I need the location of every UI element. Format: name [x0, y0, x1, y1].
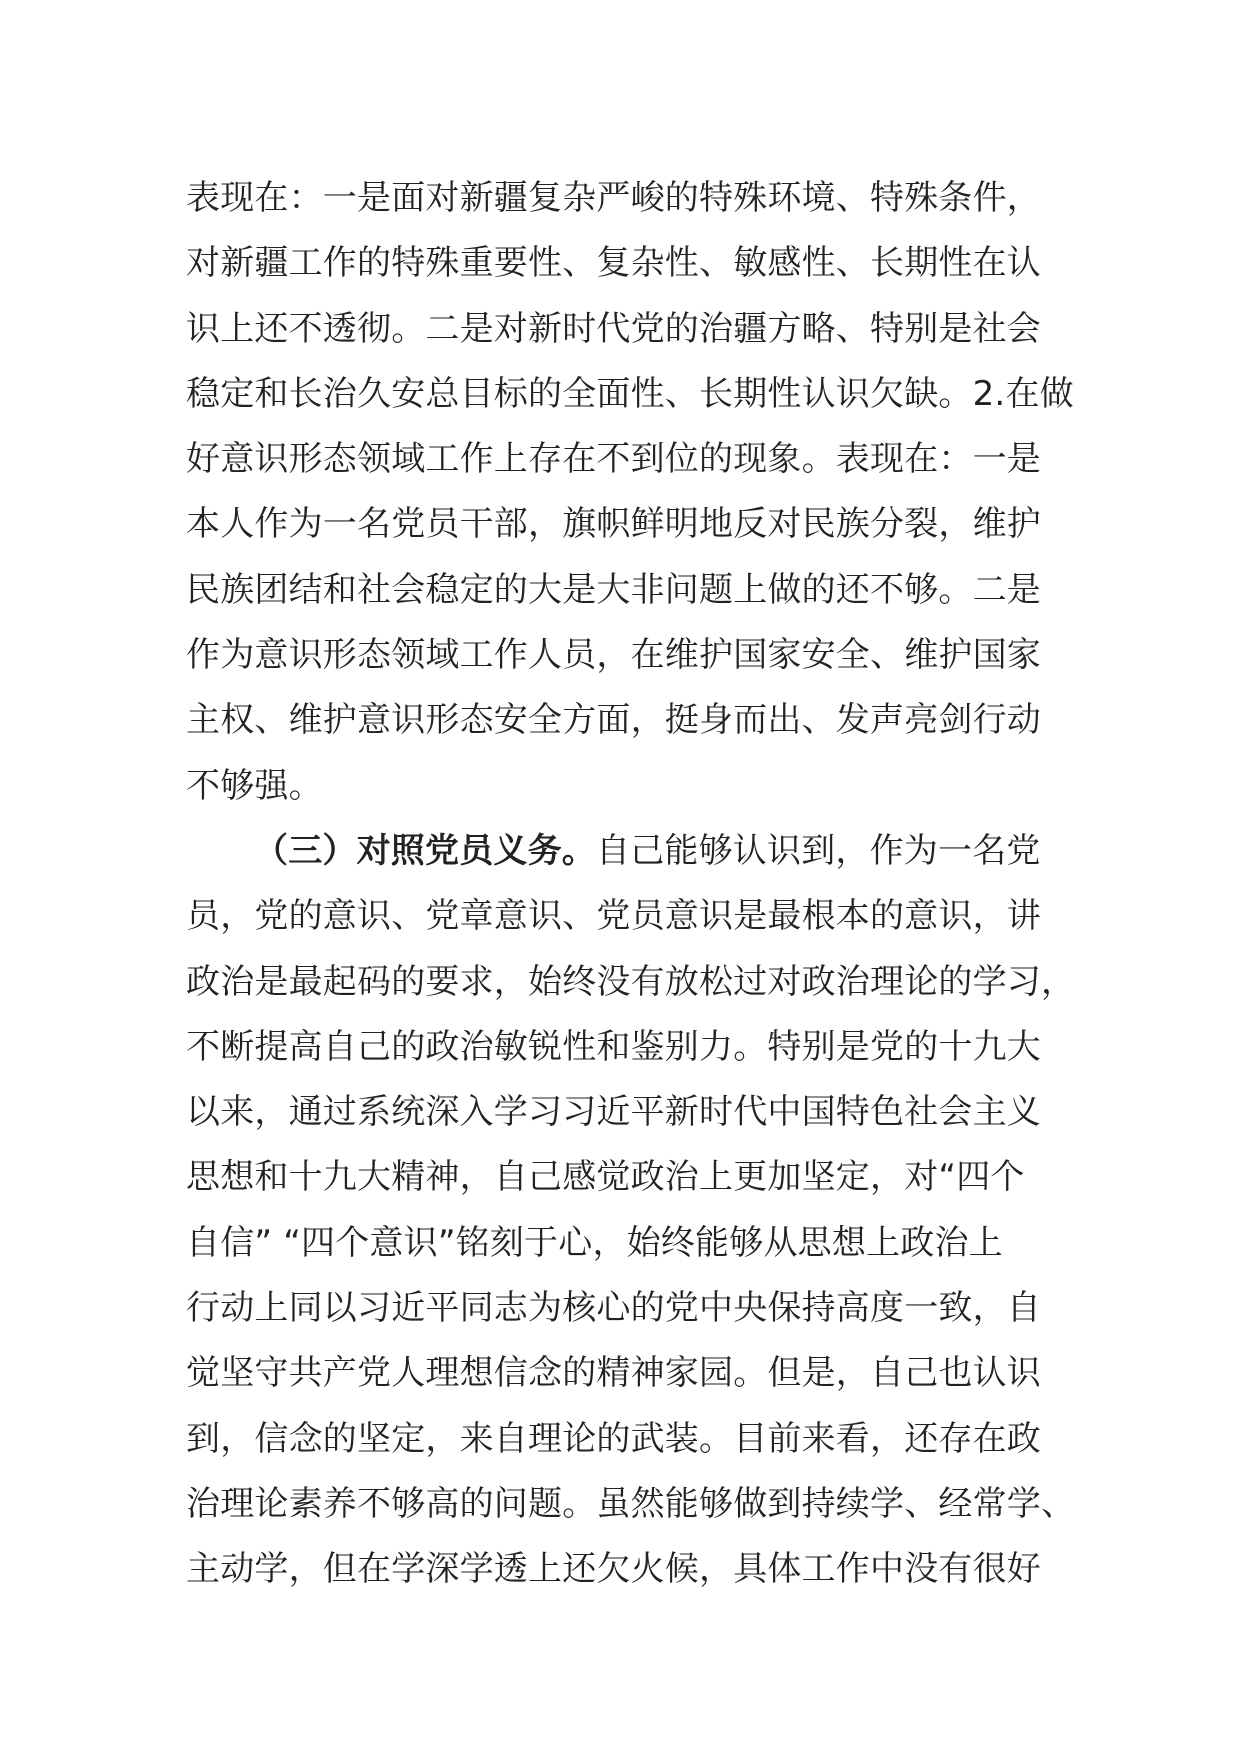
text-line: 不够强。	[186, 765, 323, 806]
text-line: 本人作为一名党员干部，旗帜鲜明地反对民族分裂，维护	[186, 504, 1041, 545]
section-heading: （三）对照党员义务。	[254, 830, 596, 871]
text-line: 到，信念的坚定，来自理论的武装。目前来看，还存在政	[186, 1418, 1041, 1459]
text-line: 行动上同以习近平同志为核心的党中央保持高度一致，自	[186, 1288, 1041, 1329]
body-text	[186, 166, 1076, 1603]
text-line: 主权、维护意识形态安全方面，挺身而出、发声亮剑行动	[186, 700, 1041, 741]
text-line: 对新疆工作的特殊重要性、复杂性、敏感性、长期性在认	[186, 243, 1041, 284]
text-line: 思想和十九大精神，自己感觉政治上更加坚定，对“四个	[186, 1157, 1025, 1198]
section-first-line	[186, 819, 1066, 884]
text-line: 表现在：一是面对新疆复杂严峻的特殊环境、特殊条件，	[186, 178, 1041, 218]
text-line: 好意识形态领域工作上存在不到位的现象。表现在：一是	[186, 439, 1041, 480]
text-line: 不断提高自己的政治敏锐性和鉴别力。特别是党的十九大	[186, 1026, 1041, 1067]
text-line: 员，党的意识、党章意识、党员意识是最根本的意识，讲	[186, 896, 1041, 937]
text-line: 觉坚守共产党人理想信念的精神家园。但是，自己也认识	[186, 1353, 1041, 1394]
section-first-line-text: 自己能够认识到，作为一名党	[596, 830, 1041, 871]
text-line: 主动学，但在学深学透上还欠火候，具体工作中没有很好	[186, 1549, 1041, 1590]
text-line: 自信” “四个意识”铭刻于心，始终能够从思想上政治上	[186, 1222, 1003, 1263]
text-line: 以来，通过系统深入学习习近平新时代中国特色社会主义	[186, 1092, 1041, 1133]
text-line: 政治是最起码的要求，始终没有放松过对政治理论的学习，	[186, 961, 1076, 1002]
text-line: 民族团结和社会稳定的大是大非问题上做的还不够。二是	[186, 569, 1041, 610]
text-line: 作为意识形态领域工作人员，在维护国家安全、维护国家	[186, 635, 1041, 676]
text-line: 识上还不透彻。二是对新时代党的治疆方略、特别是社会	[186, 308, 1041, 349]
text-line: 治理论素养不够高的问题。虽然能够做到持续学、经常学、	[186, 1483, 1076, 1524]
text-line: 稳定和长治久安总目标的全面性、长期性认识欠缺。2.在做	[186, 373, 1074, 414]
